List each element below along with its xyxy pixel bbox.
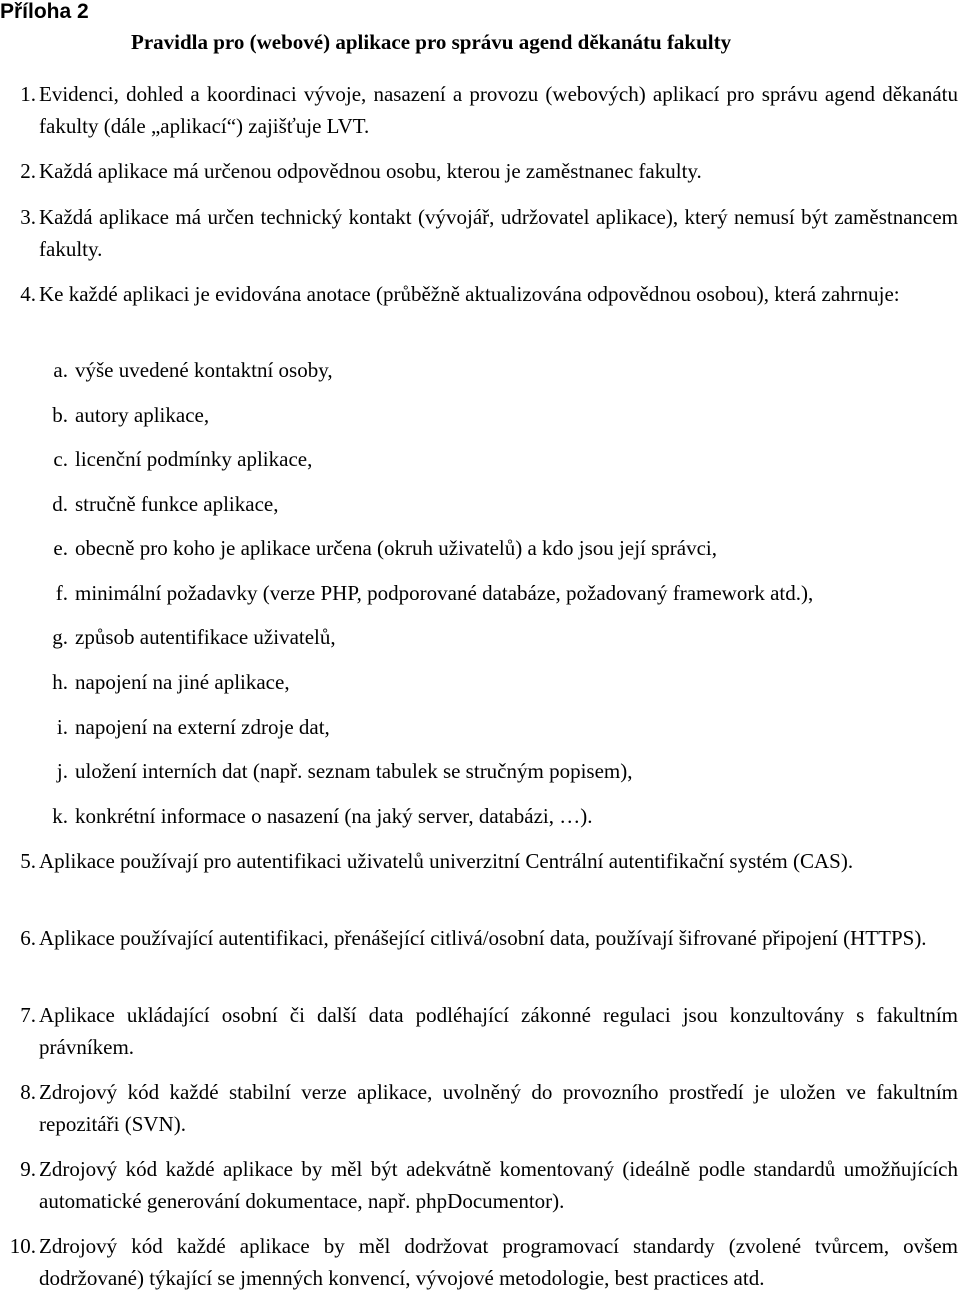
rule-text: Aplikace používající autentifikaci, přenášející citlivá/osobní data, používají šifrované připojení (HTTPS). bbox=[39, 926, 927, 950]
item-text: uložení interních dat (např. seznam tabulek se stručným popisem), bbox=[75, 759, 633, 783]
item-letter: i. bbox=[56, 715, 68, 739]
rule-number: 10. bbox=[9, 1234, 36, 1258]
item-text: napojení na jiné aplikace, bbox=[75, 670, 290, 694]
document-title: Pravidla pro (webové) aplikace pro správu agend děkanátu fakulty bbox=[131, 30, 732, 54]
rule-text: Každá aplikace má určen technický kontakt (vývojář, udržovatel aplikace), který nemusí být zaměstnancem fakulty. bbox=[39, 205, 958, 261]
rule-text: Ke každé aplikaci je evidována anotace (průběžně aktualizována odpovědnou osobou), která zahrnuje: bbox=[39, 282, 900, 306]
item-letter: h. bbox=[52, 670, 68, 694]
item-letter: c. bbox=[53, 447, 68, 471]
annex-label: Příloha 2 bbox=[0, 0, 89, 23]
item-letter: f. bbox=[55, 581, 68, 605]
rule-text: Aplikace ukládající osobní či další data podléhající zákonné regulaci jsou konzultovány s fakultním právníkem. bbox=[39, 1003, 958, 1059]
rule-number: 8. bbox=[20, 1080, 36, 1104]
rule-text: Zdrojový kód každé aplikace by měl dodržovat programovací standardy (zvolené tvůrcem, ovšem dodržované) týkající se jmenných konvencí, vývojové metodologie, best practices atd. bbox=[39, 1234, 958, 1290]
item-text: autory aplikace, bbox=[75, 403, 210, 427]
rule-number: 4. bbox=[20, 282, 36, 306]
rule-number: 3. bbox=[20, 205, 36, 229]
item-text: výše uvedené kontaktní osoby, bbox=[75, 358, 333, 382]
rule-text: Zdrojový kód každé aplikace by měl být adekvátně komentovaný (ideálně podle standardů umožňujících automatické generování dokumentace, např. phpDocumentor). bbox=[39, 1157, 958, 1213]
rule-text: Aplikace používají pro autentifikaci uživatelů univerzitní Centrální autentifikační systém (CAS). bbox=[39, 849, 854, 873]
rule-text: Zdrojový kód každé stabilní verze aplikace, uvolněný do provozního prostředí je uložen ve fakultním repozitáři (SVN). bbox=[39, 1080, 958, 1136]
item-text: způsob autentifikace uživatelů, bbox=[75, 625, 336, 649]
rule-number: 5. bbox=[20, 849, 36, 873]
item-text: licenční podmínky aplikace, bbox=[75, 447, 313, 471]
item-letter: k. bbox=[52, 804, 68, 828]
rule-number: 7. bbox=[20, 1003, 36, 1027]
item-letter: g. bbox=[52, 625, 68, 649]
item-letter: j. bbox=[56, 759, 68, 783]
item-letter: d. bbox=[52, 492, 68, 516]
item-text: minimální požadavky (verze PHP, podporované databáze, požadovaný framework atd.), bbox=[75, 581, 814, 605]
rule-number: 6. bbox=[20, 926, 36, 950]
item-letter: a. bbox=[53, 358, 68, 382]
item-letter: b. bbox=[52, 403, 68, 427]
item-letter: e. bbox=[53, 536, 68, 560]
item-text: napojení na externí zdroje dat, bbox=[75, 715, 330, 739]
item-text: obecně pro koho je aplikace určena (okruh uživatelů) a kdo jsou její správci, bbox=[75, 536, 718, 560]
item-text: stručně funkce aplikace, bbox=[75, 492, 279, 516]
item-text: konkrétní informace o nasazení (na jaký server, databázi, …). bbox=[75, 804, 593, 828]
rule-number: 9. bbox=[20, 1157, 36, 1181]
rule-text: Evidenci, dohled a koordinaci vývoje, nasazení a provozu (webových) aplikací pro správu agend děkanátu fakulty (dále „aplikací“) zajišťuje LVT. bbox=[39, 82, 958, 138]
rule-number: 2. bbox=[20, 159, 36, 183]
rule-text: Každá aplikace má určenou odpovědnou osobu, kterou je zaměstnanec fakulty. bbox=[39, 159, 702, 183]
rule-number: 1. bbox=[20, 82, 36, 106]
